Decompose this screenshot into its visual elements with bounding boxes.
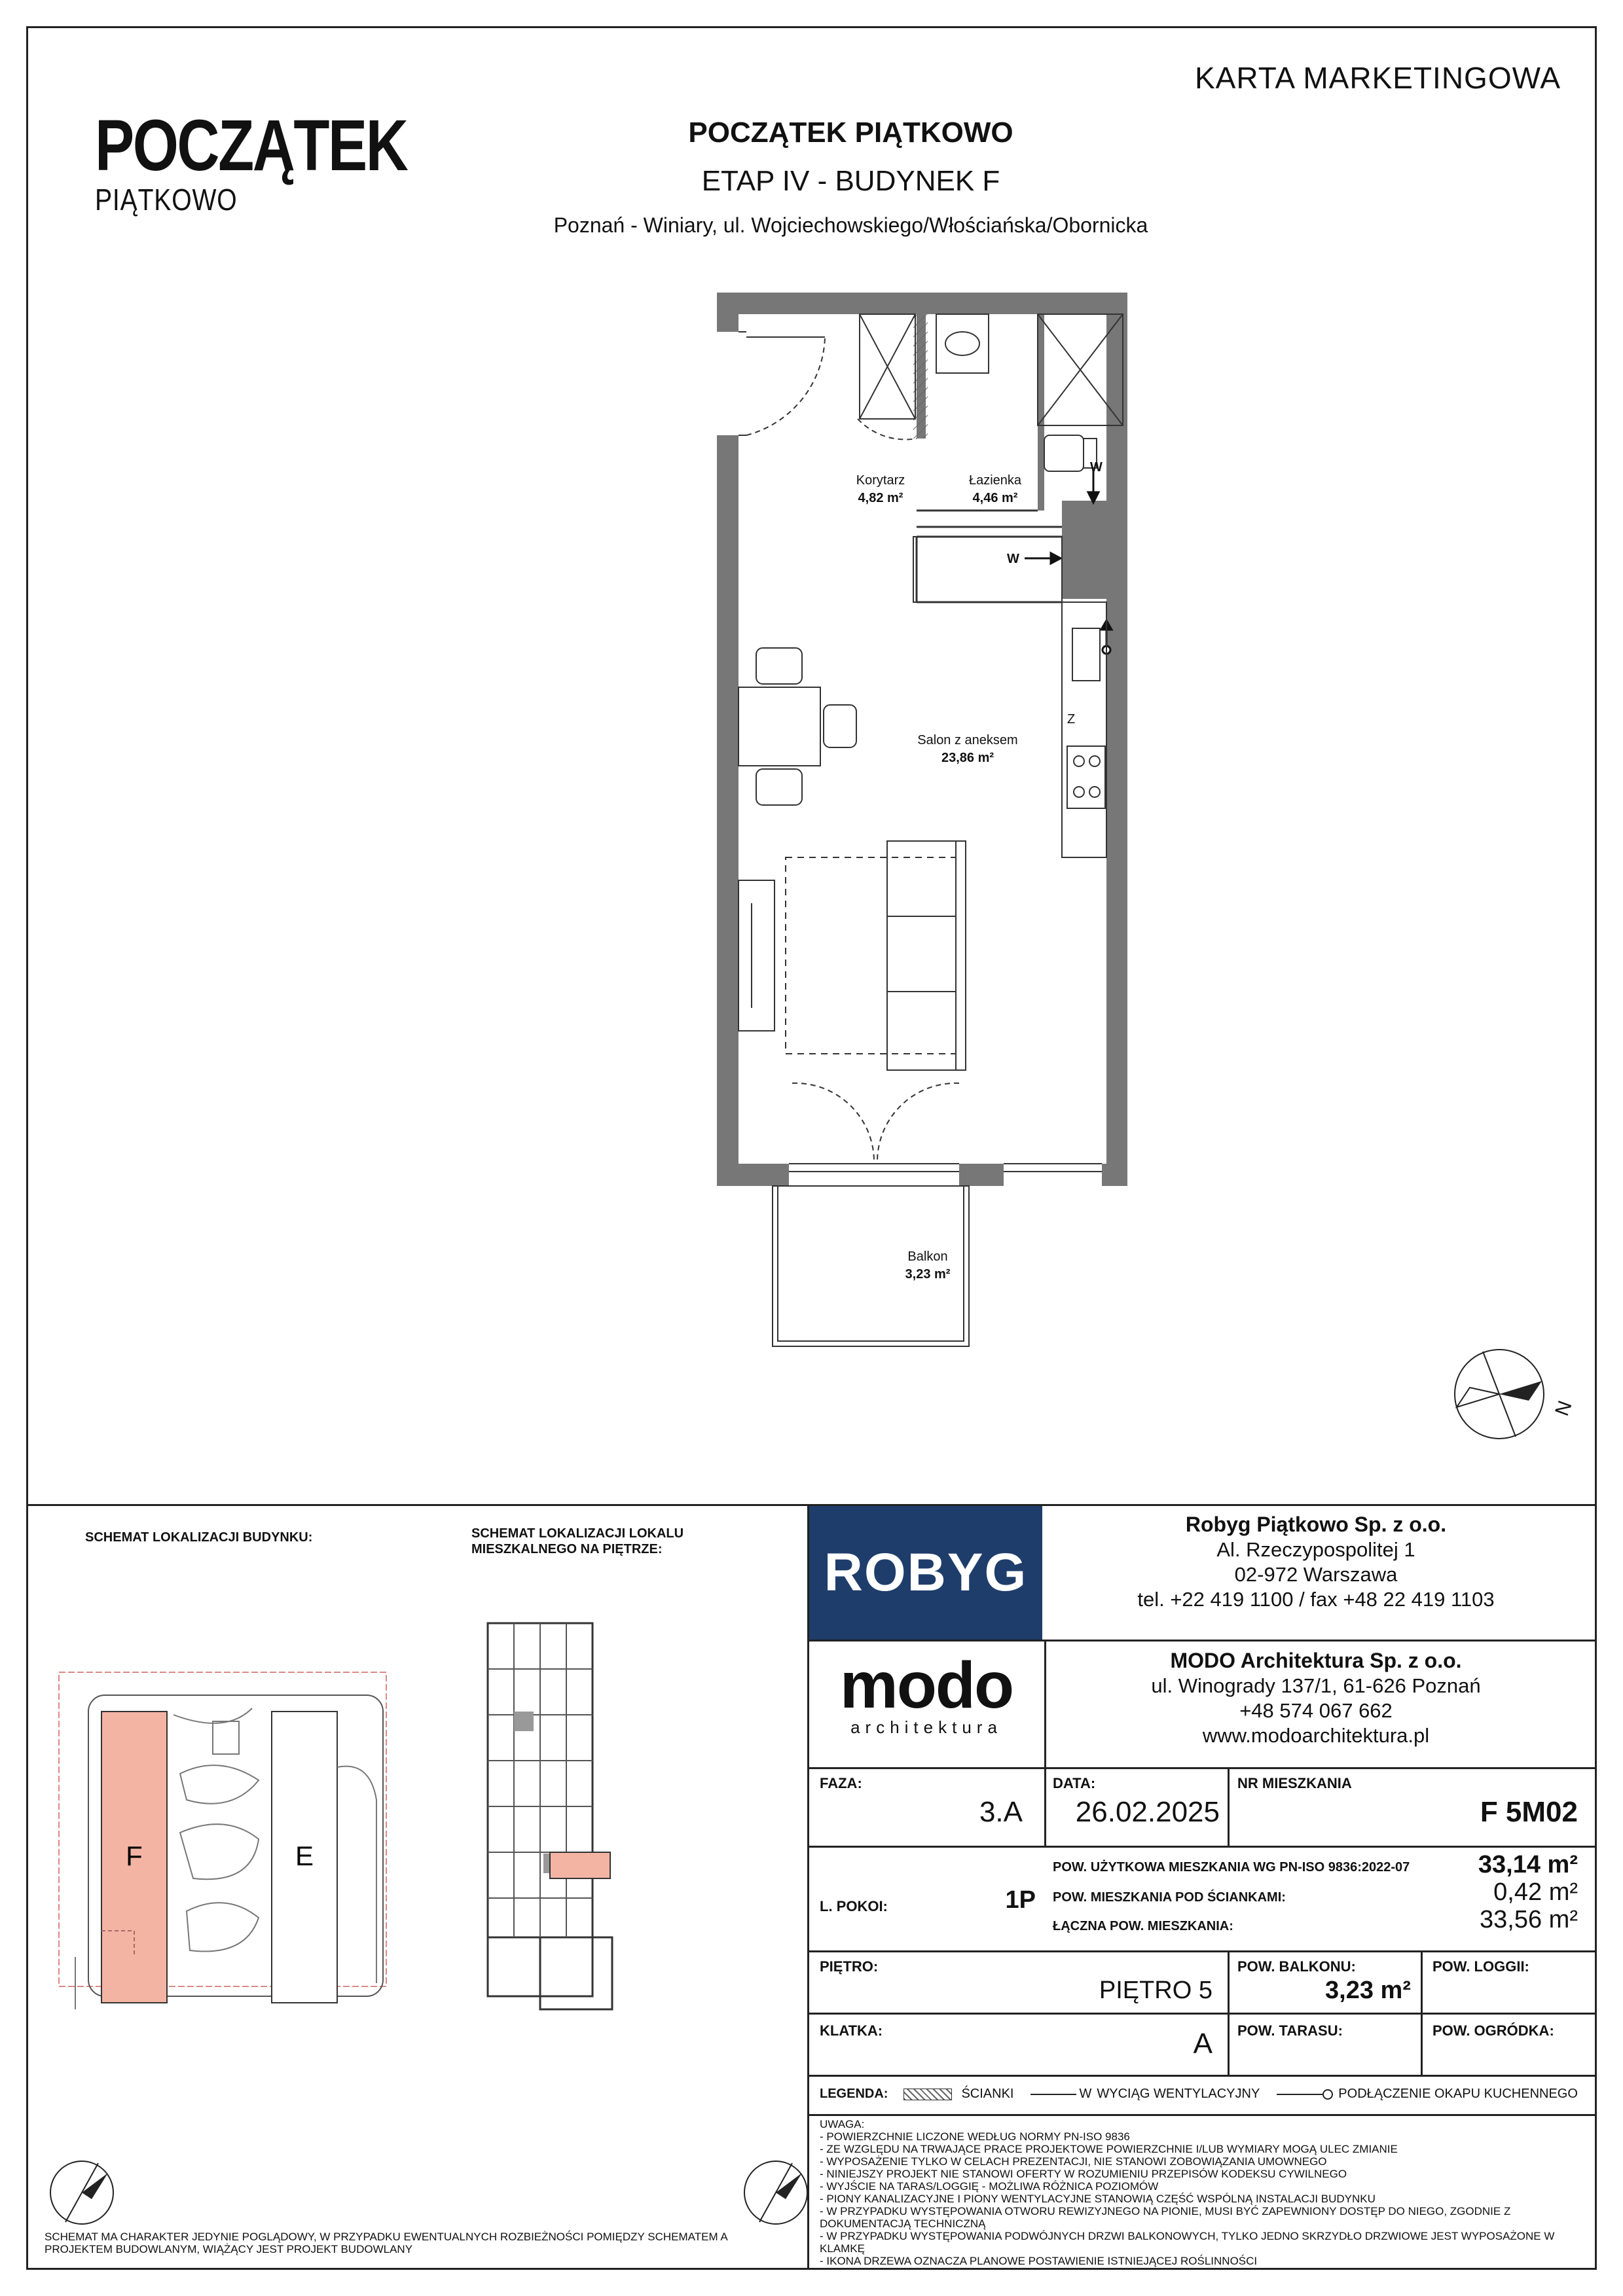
building-schema-title: SCHEMAT LOKALIZACJI BUDYNKU: bbox=[85, 1530, 313, 1545]
legend-vent-mark: W bbox=[1079, 2087, 1092, 2101]
card-title: KARTA MARKETINGOWA bbox=[1195, 61, 1561, 95]
ogrodek-label: POW. OGRÓDKA: bbox=[1432, 2022, 1554, 2039]
modo-street: ul. Winogrady 137/1, 61-626 Poznań bbox=[1151, 1674, 1481, 1697]
taras-label: POW. TARASU: bbox=[1237, 2022, 1343, 2039]
compass-icon bbox=[1450, 1342, 1555, 1446]
robyg-info bbox=[1074, 1512, 1558, 1612]
balkon-value: 3,23 m² bbox=[1325, 1977, 1411, 2004]
note-item: - POWIERZCHNIE LICZONE WEDŁUG NORMY PN-ISO 9836 bbox=[820, 2130, 1130, 2143]
modo-web: www.modoarchitektura.pl bbox=[1202, 1724, 1430, 1747]
note-item: - W PRZYPADKU WYSTĘPOWANIA PODWÓJNYCH DRZWI BALKONOWYCH, TYLKO JEDNO SKRZYDŁO DRZWIOWE JEST WYPOSAŻONE W KLAMKĘ bbox=[820, 2230, 1555, 2255]
laczna-value: 33,56 m² bbox=[1480, 1906, 1578, 1933]
data-label: DATA: bbox=[1053, 1775, 1096, 1791]
note-item: - ZE WZGLĘDU NA TRWAJĄCE PRACE PROJEKTOWE POWIERZCHNIE I/LUB WYMIARY MOGĄ ULEC ZMIANIE bbox=[820, 2143, 1398, 2155]
salon-name: Salon z aneksem bbox=[917, 733, 1018, 747]
compass-small-icon-2 bbox=[740, 2153, 818, 2232]
modo-info bbox=[1074, 1648, 1558, 1748]
robyg-phone: tel. +22 419 1100 / fax +48 22 419 1103 bbox=[1137, 1588, 1495, 1611]
notes bbox=[820, 2118, 1586, 2267]
legend-vent-icon bbox=[1030, 2094, 1076, 2095]
notes-title: UWAGA: bbox=[820, 2118, 865, 2130]
loggia-label: POW. LOGGII: bbox=[1432, 1958, 1529, 1975]
note-item: - NINIEJSZY PROJEKT NIE STANOWI OFERTY W ROZUMIENIU PRZEPISÓW KODEKSU CYWILNEGO bbox=[820, 2168, 1347, 2180]
balkon-name: Balkon bbox=[907, 1249, 948, 1264]
nr-label: NR MIESZKANIA bbox=[1237, 1775, 1352, 1791]
legend-hood-circle bbox=[1322, 2089, 1333, 2100]
project-address: Poznań - Winiary, ul. Wojciechowskiego/Włościańska/Obornicka bbox=[553, 213, 1148, 237]
logo-line2: PIĄTKOWO bbox=[95, 183, 238, 217]
schema-disclaimer bbox=[45, 2231, 728, 2255]
building-e-label: E bbox=[295, 1840, 314, 1871]
robyg-city: 02-972 Warszawa bbox=[1234, 1563, 1398, 1586]
faza-label: FAZA: bbox=[820, 1775, 862, 1791]
floor-schema-map bbox=[475, 1617, 632, 2022]
note-item: - WYPOSAŻENIE TYLKO W CELACH PREZENTACJI, NIE STANOWI ZOBOWIĄZANIA UMOWNEGO bbox=[820, 2155, 1327, 2168]
robyg-company: Robyg Piątkowo Sp. z o.o. bbox=[1185, 1513, 1447, 1536]
vent-mark-2: W bbox=[1007, 552, 1019, 566]
compass-label: N bbox=[1551, 1398, 1577, 1419]
building-site-map bbox=[56, 1669, 396, 2036]
korytarz-name: Korytarz bbox=[856, 473, 905, 488]
faza-value: 3.A bbox=[979, 1796, 1023, 1828]
lazienka-name: Łazienka bbox=[968, 473, 1022, 488]
project-stage: ETAP IV - BUDYNEK F bbox=[701, 165, 1000, 197]
legend-hood-icon bbox=[1277, 2094, 1322, 2095]
skos-label: POW. MIESZKANIA POD ŚCIANKAMI: bbox=[1053, 1890, 1286, 1905]
floor-schema-title-2: MIESZKALNEGO NA PIĘTRZE: bbox=[471, 1542, 663, 1556]
pietro-label: PIĘTRO: bbox=[820, 1958, 879, 1975]
note-item: - IKONA DRZEWA OZNACZA PLANOWE POSTAWIENIE ISTNIEJĄCEJ ROŚLINNOŚCI bbox=[820, 2255, 1258, 2267]
floor-schema-title-1: SCHEMAT LOKALIZACJI LOKALU bbox=[471, 1526, 684, 1541]
nr-value: F 5M02 bbox=[1480, 1796, 1578, 1828]
legend bbox=[820, 2087, 1578, 2102]
note-item: - WYJŚCIE NA TARAS/LOGGIĘ - MOŻLIWA RÓŻNICA POZIOMÓW bbox=[820, 2180, 1159, 2193]
robyg-street: Al. Rzeczypospolitej 1 bbox=[1216, 1538, 1415, 1561]
uzyt-label: POW. UŻYTKOWA MIESZKANIA WG PN-ISO 9836:2022-07 bbox=[1053, 1860, 1410, 1874]
balkon-area: 3,23 m² bbox=[905, 1267, 951, 1282]
legend-title: LEGENDA: bbox=[820, 2087, 888, 2101]
building-f-label: F bbox=[126, 1840, 143, 1871]
modo-logo bbox=[812, 1649, 1041, 1738]
modo-company: MODO Architektura Sp. z o.o. bbox=[1170, 1649, 1462, 1672]
modo-brand: modo bbox=[839, 1649, 1013, 1722]
legend-hatch-icon bbox=[903, 2089, 952, 2100]
skos-value: 0,42 m² bbox=[1493, 1878, 1578, 1906]
salon-area: 23,86 m² bbox=[941, 751, 994, 765]
legend-item-1: ŚCIANKI bbox=[961, 2087, 1014, 2101]
pietro-value: PIĘTRO 5 bbox=[1099, 1977, 1213, 2004]
uzyt-value: 33,14 m² bbox=[1478, 1851, 1578, 1878]
modo-phone: +48 574 067 662 bbox=[1239, 1699, 1393, 1722]
klatka-value: A bbox=[1193, 2028, 1213, 2060]
vent-mark-1: W bbox=[1090, 460, 1103, 475]
data-value: 26.02.2025 bbox=[1075, 1796, 1220, 1828]
pokoi-label: L. POKOI: bbox=[820, 1898, 888, 1914]
note-item: - PIONY KANALIZACYJNE I PIONY WENTYLACYJNE STANOWIĄ CZĘŚĆ WSPÓLNĄ INSTALACJI BUDYNKU bbox=[820, 2193, 1376, 2205]
balkon-label: POW. BALKONU: bbox=[1237, 1958, 1356, 1975]
legend-item-3: PODŁĄCZENIE OKAPU KUCHENNEGO bbox=[1338, 2087, 1578, 2101]
laczna-label: ŁĄCZNA POW. MIESZKANIA: bbox=[1053, 1919, 1233, 1933]
modo-sub: architektura bbox=[850, 1717, 1002, 1737]
hood-mark: Z bbox=[1067, 712, 1076, 726]
project-name: POCZĄTEK PIĄTKOWO bbox=[688, 117, 1013, 149]
pokoi-value: 1P bbox=[1005, 1886, 1036, 1914]
note-item: - W PRZYPADKU WYSTĘPOWANIA OTWORU REWIZYJNEGO NA PIONIE, MUSI BYĆ ZAPEWNIONY DOSTĘP DO NIEGO, ZGODNIE Z DOKUMENTACJĄ TECHNICZNĄ bbox=[820, 2205, 1511, 2230]
legend-item-2: WYCIĄG WENTYLACYJNY bbox=[1097, 2087, 1260, 2101]
disclaimer-line-1: SCHEMAT MA CHARAKTER JEDYNIE POGLĄDOWY, W PRZYPADKU EWENTUALNYCH ROZBIEŻNOŚCI POMIĘDZY SCHEMATEM A bbox=[45, 2231, 728, 2243]
klatka-label: KLATKA: bbox=[820, 2022, 883, 2039]
disclaimer-line-2: PROJEKTEM BUDOWLANYM, WIĄŻĄCY JEST PROJEKT BUDOWLANY bbox=[45, 2243, 413, 2255]
robyg-logo bbox=[809, 1506, 1042, 1640]
logo-line1: POCZĄTEK bbox=[95, 105, 407, 186]
lazienka-area: 4,46 m² bbox=[972, 491, 1018, 505]
compass-small-icon-1 bbox=[46, 2153, 124, 2232]
korytarz-area: 4,82 m² bbox=[858, 491, 903, 505]
robyg-brand: ROBYG bbox=[824, 1543, 1028, 1602]
